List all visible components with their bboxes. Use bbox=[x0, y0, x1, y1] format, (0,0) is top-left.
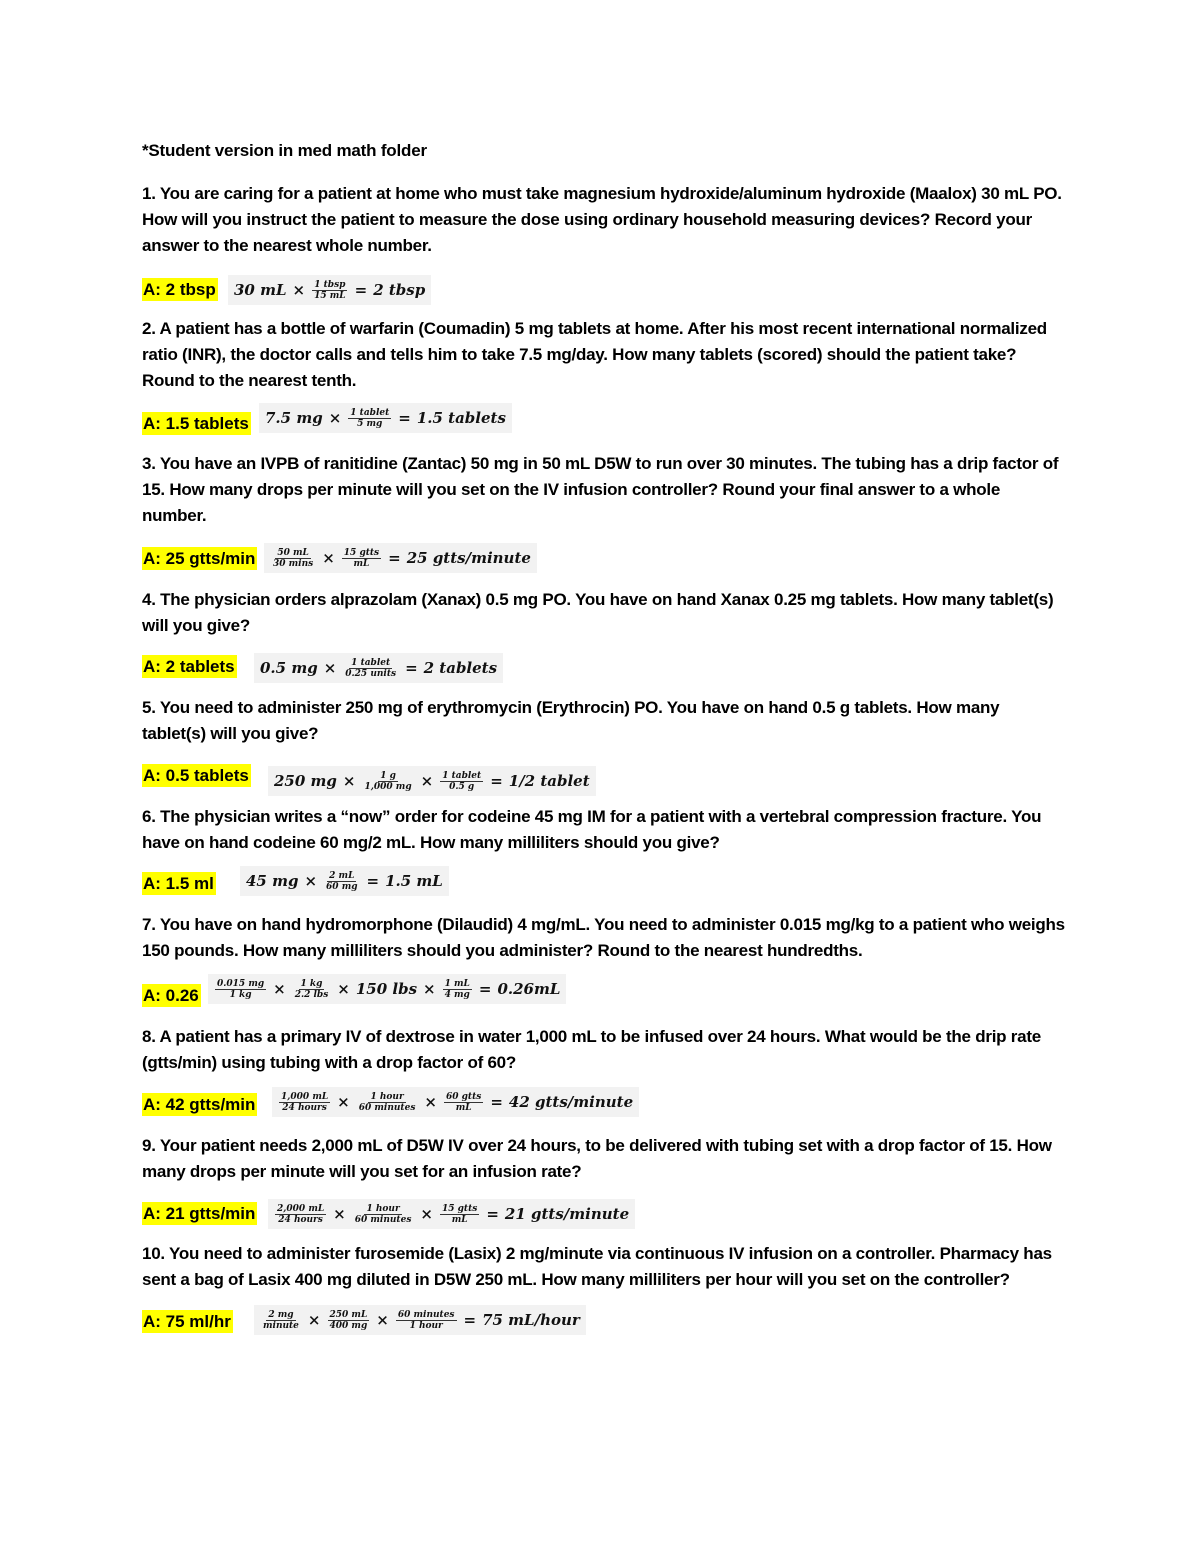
numerator: 2 mg bbox=[268, 1309, 294, 1320]
question-7: 7. You have on hand hydromorphone (Dilaudid) 4 mg/mL. You need to administer 0.015 mg/kg to a patient who weighs 150 pounds. How many milliliters should you administer? Round to the nearest hundredths. bbox=[142, 915, 1065, 960]
denominator: 0.25 units bbox=[345, 668, 397, 679]
equals-sign: = bbox=[478, 980, 492, 998]
times-sign: × bbox=[342, 772, 356, 790]
numerator: 1 tbsp bbox=[314, 279, 346, 290]
fraction bbox=[443, 979, 472, 1000]
question-8: 8. A patient has a primary IV of dextrose in water 1,000 mL to be infused over 24 hours. What would be the drip rate (gtts/min) using tubing with a drop factor of 60? bbox=[142, 1027, 1041, 1072]
times-sign: × bbox=[304, 872, 318, 890]
question-2: 2. A patient has a bottle of warfarin (Coumadin) 5 mg tablets at home. After his most recent international normalized ratio (INR), the doctor calls and tells him to take 7.5 mg/day. How many tablets (scored) should the patient take? Round to the nearest tenth. bbox=[142, 319, 1047, 390]
fraction bbox=[279, 1092, 330, 1113]
question-3: 3. You have an IVPB of ranitidine (Zantac) 50 mg in 50 mL D5W to run over 30 minutes. The tubing has a drip factor of 15. How many drops per minute will you set on the IV infusion controller? Round your final answer to a whole number. bbox=[142, 454, 1059, 525]
equation-10 bbox=[254, 1305, 586, 1335]
fraction bbox=[396, 1310, 457, 1331]
term: 1.5 tablets bbox=[416, 409, 506, 427]
equation-8 bbox=[272, 1087, 639, 1117]
denominator: 1 hour bbox=[409, 1320, 443, 1331]
denominator: mL bbox=[455, 1102, 472, 1113]
term: 0.5 mg bbox=[260, 659, 318, 677]
denominator: 60 minutes bbox=[354, 1214, 412, 1225]
equation-4 bbox=[254, 653, 503, 683]
times-sign: × bbox=[420, 1205, 433, 1223]
denominator: 4 mg bbox=[444, 989, 470, 1000]
fraction bbox=[328, 1310, 370, 1331]
numerator: 1,000 mL bbox=[281, 1091, 329, 1102]
answer-2: A: 1.5 tablets bbox=[143, 414, 249, 433]
numerator: 1 tablet bbox=[442, 770, 482, 781]
term: 45 mg bbox=[246, 872, 299, 890]
answer-10: A: 75 ml/hr bbox=[143, 1312, 231, 1331]
numerator: 2,000 mL bbox=[277, 1203, 325, 1214]
answer-7: A: 0.26 bbox=[143, 986, 199, 1005]
term: 30 mL bbox=[234, 281, 287, 299]
fraction bbox=[261, 1310, 301, 1331]
equation-5 bbox=[268, 766, 596, 796]
term: 42 gtts/minute bbox=[508, 1093, 634, 1111]
equals-sign: = bbox=[486, 1205, 499, 1223]
denominator: mL bbox=[353, 558, 370, 569]
answer-3: A: 25 gtts/min bbox=[143, 549, 256, 568]
question-5: 5. You need to administer 250 mg of erythromycin (Erythrocin) PO. You have on hand 0.5 g tablets. How many tablet(s) will you give? bbox=[142, 698, 1000, 743]
answer-9: A: 21 gtts/min bbox=[143, 1204, 256, 1223]
numerator: 1 mL bbox=[444, 978, 470, 989]
equation-1 bbox=[228, 275, 431, 305]
times-sign: × bbox=[337, 1093, 350, 1111]
times-sign: × bbox=[420, 772, 434, 790]
fraction bbox=[312, 280, 348, 301]
answer-4: A: 2 tablets bbox=[143, 657, 235, 676]
answer-6: A: 1.5 ml bbox=[143, 874, 214, 893]
fraction bbox=[357, 1092, 418, 1113]
equals-sign: = bbox=[463, 1311, 477, 1329]
denominator: 5 mg bbox=[357, 418, 383, 429]
term: 21 gtts/minute bbox=[504, 1205, 630, 1223]
times-sign: × bbox=[292, 281, 306, 299]
denominator: 0.5 g bbox=[449, 781, 475, 792]
numerator: 50 mL bbox=[277, 547, 309, 558]
fraction bbox=[440, 1204, 479, 1225]
equation-9 bbox=[268, 1199, 635, 1229]
numerator: 2 mL bbox=[329, 870, 355, 881]
denominator: 30 mins bbox=[273, 558, 314, 569]
fraction bbox=[348, 408, 391, 429]
question-4: 4. The physician orders alprazolam (Xanax) 0.5 mg PO. You have on hand Xanax 0.25 mg tablets. How many tablet(s) will you give? bbox=[142, 590, 1054, 635]
equals-sign: = bbox=[366, 872, 380, 890]
times-sign: × bbox=[273, 980, 286, 998]
times-sign: × bbox=[307, 1311, 321, 1329]
equals-sign: = bbox=[354, 281, 368, 299]
fraction bbox=[324, 871, 359, 892]
question-1: 1. You are caring for a patient at home who must take magnesium hydroxide/aluminum hydroxide (Maalox) 30 mL PO. How will you instruct the patient to measure the dose using ordinary household measuring devices? Record your answer to the nearest whole number. bbox=[142, 184, 1062, 255]
denominator: 24 hours bbox=[282, 1102, 327, 1113]
equation-6 bbox=[240, 866, 449, 896]
denominator: 1,000 mg bbox=[364, 781, 412, 792]
numerator: 15 gtts bbox=[343, 547, 380, 558]
fraction bbox=[293, 979, 331, 1000]
equation-3 bbox=[264, 543, 537, 573]
fraction bbox=[343, 658, 398, 679]
term: 2 tbsp bbox=[373, 281, 426, 299]
fraction bbox=[362, 771, 413, 792]
numerator: 1 tablet bbox=[350, 407, 390, 418]
times-sign: × bbox=[376, 1311, 389, 1329]
fraction bbox=[342, 548, 381, 569]
numerator: 1 hour bbox=[366, 1203, 400, 1214]
term: 1.5 mL bbox=[385, 872, 443, 890]
times-sign: × bbox=[328, 409, 342, 427]
numerator: 1 hour bbox=[370, 1091, 404, 1102]
times-sign: × bbox=[333, 1205, 346, 1223]
equation-2 bbox=[259, 403, 512, 433]
term: 150 lbs bbox=[355, 980, 418, 998]
fraction bbox=[440, 771, 483, 792]
times-sign: × bbox=[423, 980, 436, 998]
term: 75 mL/hour bbox=[482, 1311, 580, 1329]
denominator: 1 kg bbox=[229, 989, 252, 1000]
question-6: 6. The physician writes a “now” order for codeine 45 mg IM for a patient with a vertebral compression fracture. You have on hand codeine 60 mg/2 mL. How many milliliters should you give? bbox=[142, 807, 1042, 852]
denominator: 400 mg bbox=[329, 1320, 368, 1331]
fraction bbox=[215, 979, 266, 1000]
times-sign: × bbox=[337, 980, 350, 998]
times-sign: × bbox=[424, 1093, 437, 1111]
document-header: *Student version in med math folder bbox=[142, 141, 427, 160]
question-10: 10. You need to administer furosemide (Lasix) 2 mg/minute via continuous IV infusion on a controller. Pharmacy has sent a bag of Lasix 400 mg diluted in D5W 250 mL. How many milliliters per hour will you set on the controller? bbox=[142, 1244, 1052, 1289]
numerator: 60 gtts bbox=[445, 1091, 482, 1102]
term: 0.26mL bbox=[497, 980, 561, 998]
denominator: minute bbox=[263, 1320, 299, 1331]
answer-8: A: 42 gtts/min bbox=[143, 1095, 256, 1114]
denominator: 2.2 lbs bbox=[294, 989, 329, 1000]
times-sign: × bbox=[323, 659, 337, 677]
term: 250 mg bbox=[274, 772, 337, 790]
term: 7.5 mg bbox=[265, 409, 323, 427]
numerator: 1 kg bbox=[300, 978, 323, 989]
fraction bbox=[275, 1204, 326, 1225]
numerator: 0.015 mg bbox=[217, 978, 265, 989]
equals-sign: = bbox=[490, 1093, 503, 1111]
numerator: 15 gtts bbox=[441, 1203, 478, 1214]
equals-sign: = bbox=[388, 549, 401, 567]
question-9: 9. Your patient needs 2,000 mL of D5W IV over 24 hours, to be delivered with tubing set with a drop factor of 15. How many drops per minute will you set for an infusion rate? bbox=[142, 1136, 1052, 1181]
denominator: mL bbox=[451, 1214, 468, 1225]
denominator: 15 mL bbox=[314, 290, 346, 301]
equals-sign: = bbox=[398, 409, 411, 427]
equals-sign: = bbox=[490, 772, 503, 790]
denominator: 60 mg bbox=[326, 881, 358, 892]
equation-7 bbox=[208, 974, 566, 1004]
numerator: 250 mL bbox=[329, 1309, 368, 1320]
fraction bbox=[444, 1092, 483, 1113]
denominator: 24 hours bbox=[278, 1214, 323, 1225]
denominator: 60 minutes bbox=[358, 1102, 416, 1113]
answer-1: A: 2 tbsp bbox=[143, 280, 216, 299]
term: 1/2 tablet bbox=[508, 772, 590, 790]
term: 25 gtts/minute bbox=[406, 549, 531, 567]
answer-5: A: 0.5 tablets bbox=[143, 766, 249, 785]
numerator: 60 minutes bbox=[397, 1309, 455, 1320]
term: 2 tablets bbox=[423, 659, 498, 677]
fraction bbox=[271, 548, 315, 569]
fraction bbox=[353, 1204, 414, 1225]
numerator: 1 g bbox=[380, 770, 396, 781]
equals-sign: = bbox=[405, 659, 418, 677]
times-sign: × bbox=[322, 549, 335, 567]
numerator: 1 tablet bbox=[351, 657, 391, 668]
